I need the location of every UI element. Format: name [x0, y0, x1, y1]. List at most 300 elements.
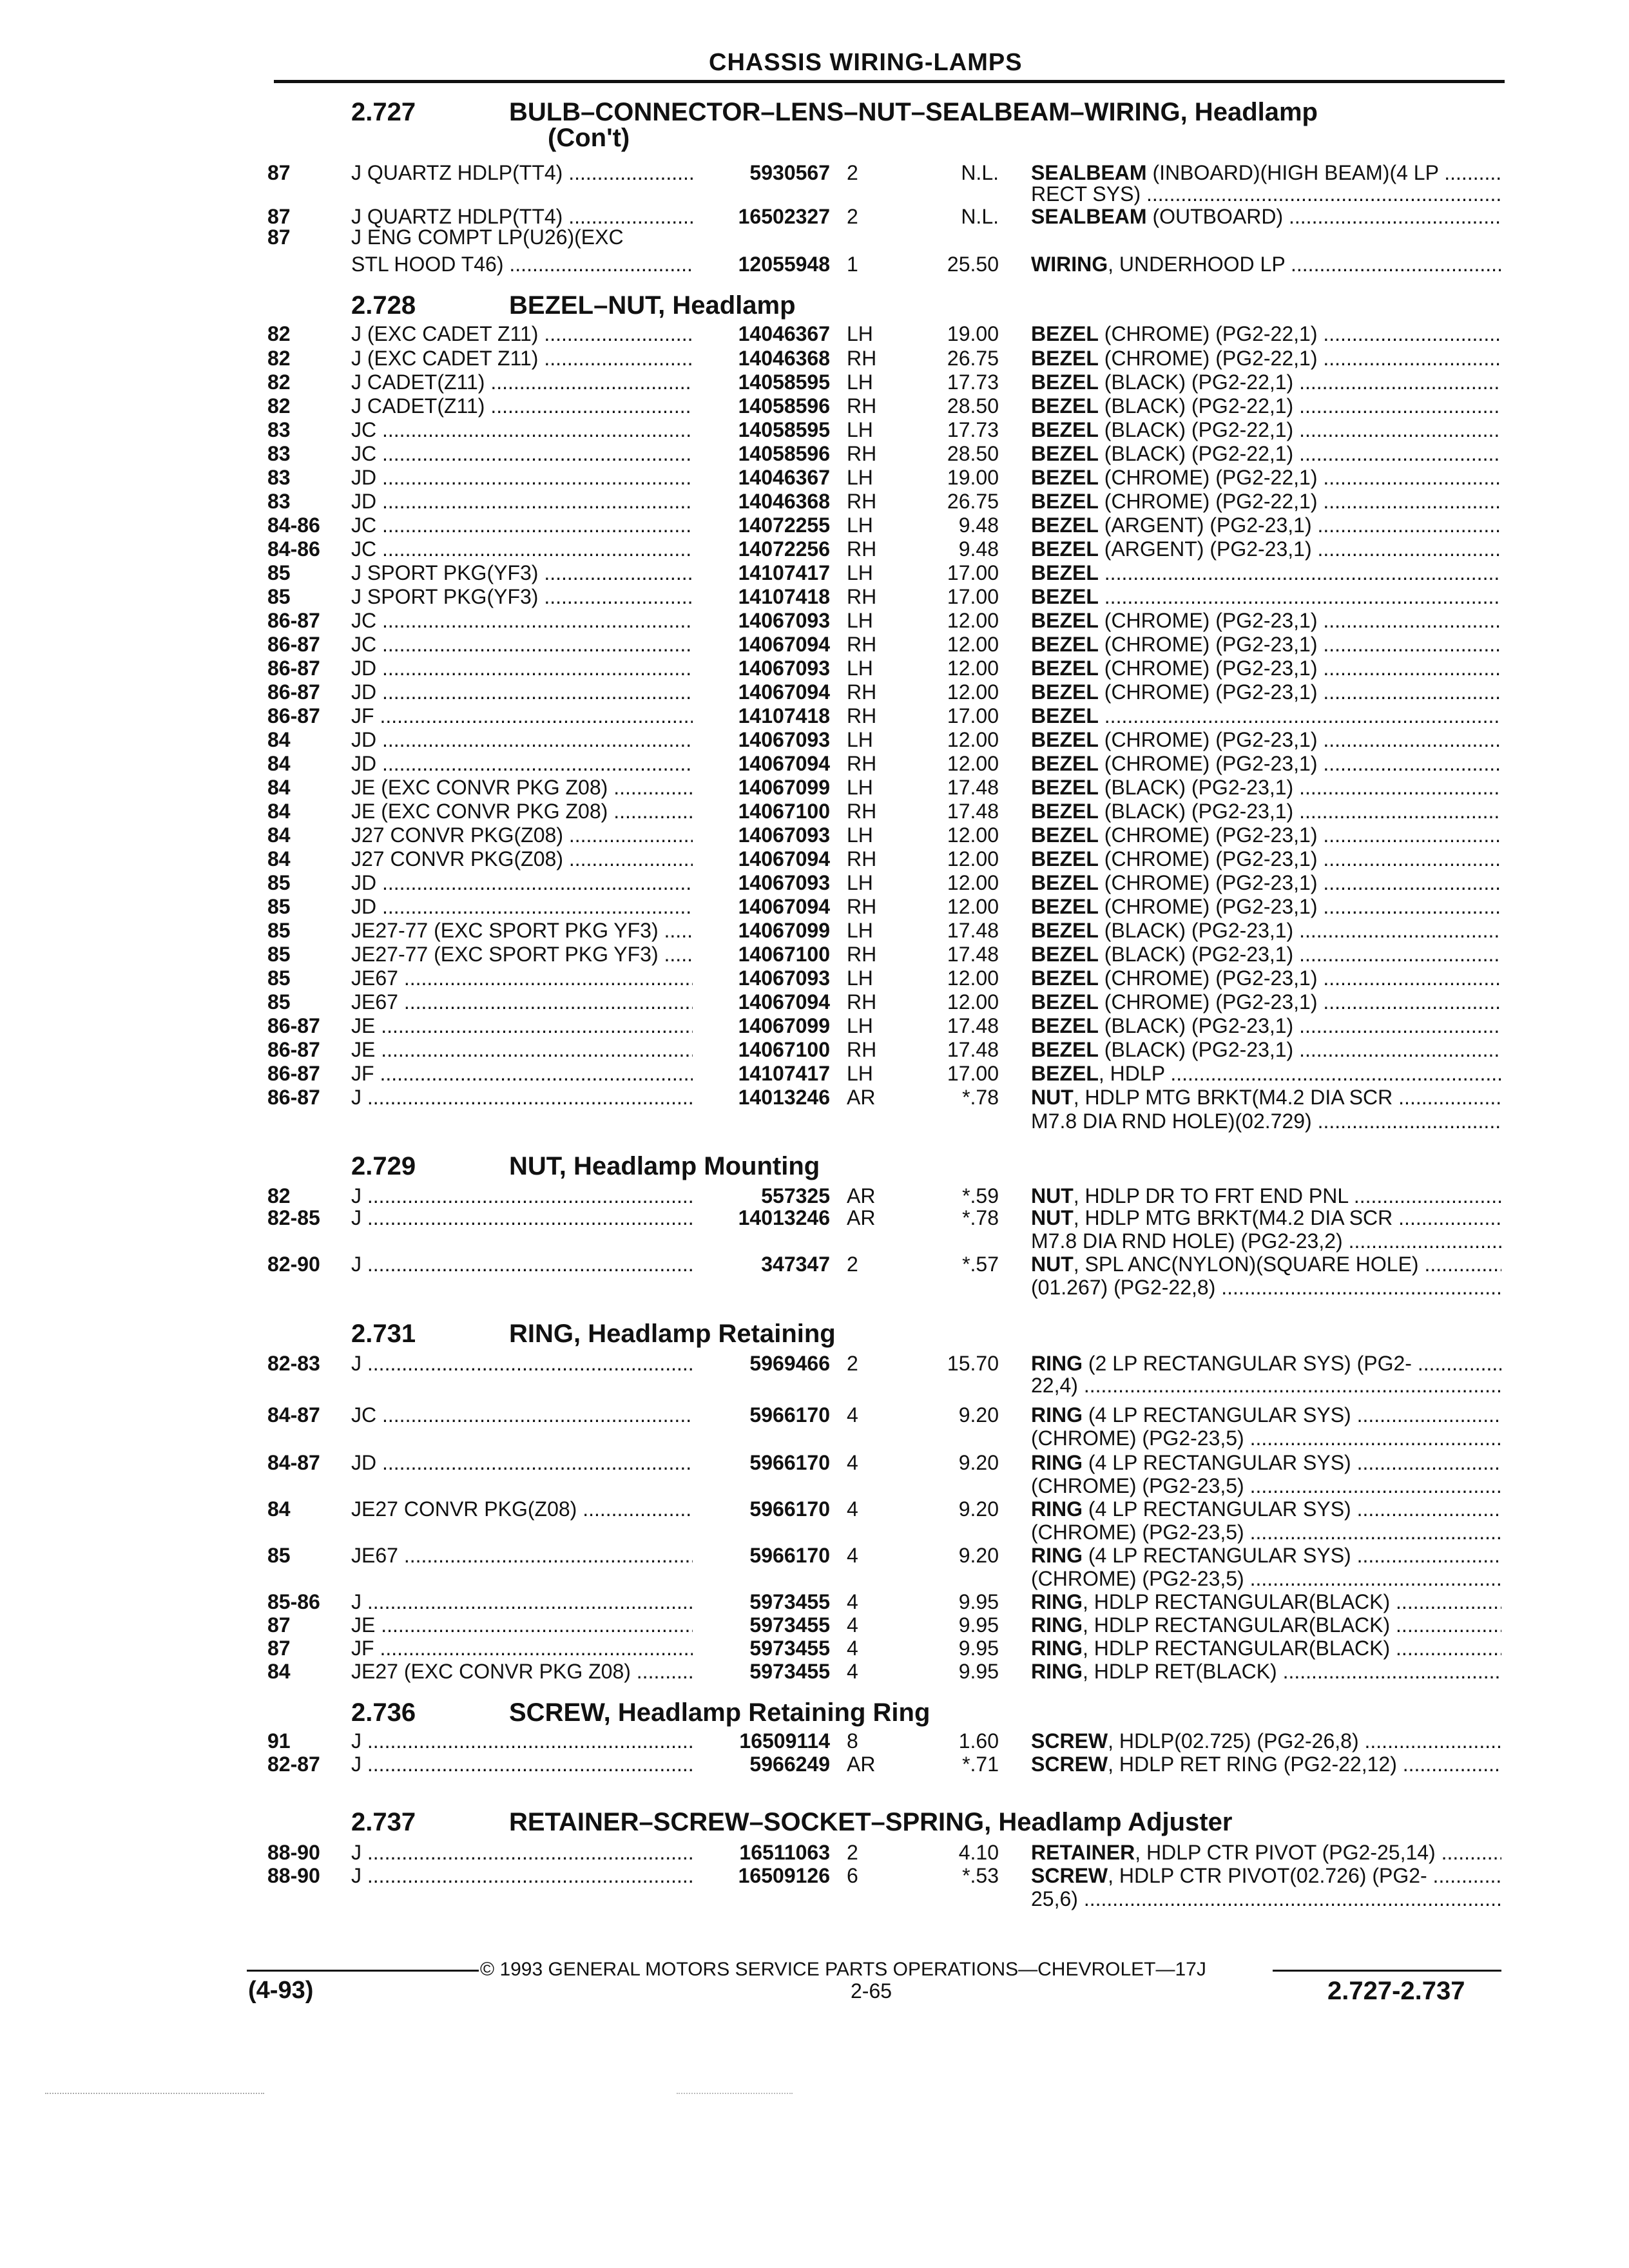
part-name-detail: (CHROME) (PG2-23,1)	[1098, 633, 1318, 656]
part-name	[1031, 1229, 1501, 1253]
list-price: 9.95	[958, 1590, 999, 1613]
part-number: 14058595	[738, 370, 830, 394]
quantity: AR	[847, 1206, 876, 1229]
part-number: 5973455	[749, 1613, 830, 1637]
part-number: 14067094	[738, 990, 830, 1014]
part-number: 14067100	[738, 1038, 830, 1061]
part-name-detail: (BLACK) (PG2-23,1)	[1098, 1038, 1294, 1061]
model-year: 85	[267, 871, 291, 894]
quantity: 4	[847, 1497, 858, 1521]
model-year: 84	[267, 1497, 291, 1521]
part-name-detail: (CHROME) (PG2-23,1)	[1098, 657, 1318, 680]
part-number: 5966170	[749, 1403, 830, 1427]
table-row	[0, 1613, 1629, 1637]
part-name	[1031, 1841, 1501, 1864]
scan-artifact	[677, 2093, 793, 2094]
list-price: 19.00	[947, 466, 999, 489]
part-name-keyword: NUT	[1031, 1206, 1074, 1229]
part-name-keyword: RING	[1031, 1544, 1083, 1567]
part-name	[1031, 1567, 1501, 1590]
part-name	[1031, 514, 1501, 537]
table-row	[0, 490, 1629, 513]
table-row	[0, 1544, 1629, 1567]
part-name	[1031, 1544, 1501, 1567]
part-number: 557325	[761, 1184, 830, 1207]
quantity: LH	[847, 466, 873, 489]
part-number: 14067094	[738, 633, 830, 656]
application-description: JE27 (EXC CONVR PKG Z08) .....	[351, 1660, 693, 1683]
application-description: JE .....	[351, 1038, 693, 1061]
quantity: 8	[847, 1729, 858, 1753]
quantity: 4	[847, 1613, 858, 1637]
application-description: J ENG COMPT LP(U26)(EXC	[351, 226, 624, 249]
part-name-keyword: RING	[1031, 1352, 1083, 1375]
quantity: RH	[847, 943, 877, 966]
quantity: RH	[847, 990, 877, 1014]
quantity: 4	[847, 1637, 858, 1660]
application-description: JD .....	[351, 466, 693, 489]
part-name	[1031, 704, 1501, 727]
application-description: JC .....	[351, 1403, 693, 1427]
quantity: LH	[847, 370, 873, 394]
part-name-keyword: BEZEL	[1031, 704, 1099, 727]
list-price: 26.75	[947, 347, 999, 370]
model-year: 84	[267, 1660, 291, 1683]
model-year: 87	[267, 161, 291, 184]
quantity: RH	[847, 490, 877, 513]
list-price: N.L.	[961, 205, 999, 228]
part-name-keyword: RING	[1031, 1403, 1083, 1427]
part-name	[1031, 1729, 1501, 1753]
list-price: 17.48	[947, 1014, 999, 1037]
part-name-keyword: SEALBEAM	[1031, 161, 1147, 184]
quantity: RH	[847, 633, 877, 656]
list-price: 12.00	[947, 895, 999, 918]
list-price: *.78	[962, 1086, 999, 1109]
part-name-keyword: WIRING	[1031, 253, 1108, 276]
group-number: 2.727	[351, 98, 416, 126]
application-description: J .....	[351, 1184, 693, 1207]
part-name-detail: (BLACK) (PG2-23,1)	[1098, 800, 1294, 823]
part-name	[1031, 1276, 1501, 1299]
application-description: JC .....	[351, 633, 693, 656]
part-name-detail: (CHROME) (PG2-23,5)	[1031, 1474, 1244, 1497]
list-price: 25.50	[947, 253, 999, 276]
application-description: J .....	[351, 1864, 693, 1887]
quantity: LH	[847, 657, 873, 680]
part-name-keyword: RING	[1031, 1497, 1083, 1521]
part-name	[1031, 1110, 1501, 1133]
application-description: JD .....	[351, 728, 693, 751]
part-number: 5969466	[749, 1352, 830, 1375]
part-name-keyword: BEZEL	[1031, 537, 1099, 561]
list-price: 12.00	[947, 847, 999, 870]
quantity: LH	[847, 871, 873, 894]
part-number: 14067094	[738, 895, 830, 918]
part-name	[1031, 847, 1501, 870]
model-year: 86-87	[267, 609, 320, 632]
part-name	[1031, 253, 1501, 276]
table-row	[0, 1253, 1629, 1276]
quantity: 2	[847, 1253, 858, 1276]
part-name-detail: (4 LP RECTANGULAR SYS)	[1083, 1544, 1351, 1567]
part-name-keyword: BEZEL	[1031, 919, 1099, 942]
part-name-detail: (CHROME) (PG2-22,1)	[1098, 466, 1318, 489]
model-year: 84-87	[267, 1451, 320, 1474]
part-number: 14072255	[738, 514, 830, 537]
table-row	[0, 966, 1629, 990]
group-number: 2.736	[351, 1698, 416, 1727]
group-heading	[0, 1698, 1629, 1731]
list-price: 12.00	[947, 680, 999, 704]
part-name	[1031, 1887, 1501, 1910]
table-row	[0, 657, 1629, 680]
part-name	[1031, 943, 1501, 966]
part-name-detail: , HDLP	[1098, 1062, 1165, 1085]
part-name	[1031, 752, 1501, 775]
table-row	[0, 370, 1629, 394]
list-price: *.53	[962, 1864, 999, 1887]
part-number: 14067093	[738, 609, 830, 632]
part-number: 14067099	[738, 1014, 830, 1037]
part-name-keyword: BEZEL	[1031, 847, 1099, 870]
part-name	[1031, 895, 1501, 918]
quantity: LH	[847, 1014, 873, 1037]
group-heading	[0, 98, 1629, 152]
application-description: JD .....	[351, 871, 693, 894]
application-description: J27 CONVR PKG(Z08) .....	[351, 847, 693, 870]
part-number: 14058596	[738, 394, 830, 418]
part-name-keyword: RING	[1031, 1660, 1083, 1683]
part-name	[1031, 1014, 1501, 1037]
part-name-detail: , HDLP CTR PIVOT(02.726) (PG2-	[1108, 1864, 1427, 1887]
quantity: LH	[847, 919, 873, 942]
part-name-detail: (BLACK) (PG2-22,1)	[1098, 418, 1294, 441]
part-name	[1031, 823, 1501, 847]
part-name-detail: 25,6)	[1031, 1887, 1078, 1910]
application-description: JC .....	[351, 418, 693, 441]
part-number: 5966170	[749, 1451, 830, 1474]
application-description: J .....	[351, 1086, 693, 1109]
part-name	[1031, 561, 1501, 584]
table-row	[0, 161, 1629, 184]
part-name	[1031, 418, 1501, 441]
part-name-detail: (CHROME) (PG2-23,1)	[1098, 680, 1318, 704]
part-name	[1031, 1253, 1501, 1276]
footer-rule-right	[1273, 1970, 1501, 1972]
part-name-detail: , HDLP RECTANGULAR(BLACK)	[1083, 1613, 1391, 1637]
application-description: JD .....	[351, 895, 693, 918]
table-row	[0, 1229, 1629, 1253]
part-name-detail: (CHROME) (PG2-23,1)	[1098, 823, 1318, 847]
part-number: 5966249	[749, 1753, 830, 1776]
model-year: 88-90	[267, 1841, 320, 1864]
list-price: 9.95	[958, 1660, 999, 1683]
group-title: BULB–CONNECTOR–LENS–NUT–SEALBEAM–WIRING, Headlamp	[509, 98, 1318, 126]
part-name-keyword: BEZEL	[1031, 657, 1099, 680]
part-number: 14058596	[738, 442, 830, 465]
list-price: 12.00	[947, 966, 999, 990]
part-number: 14067100	[738, 943, 830, 966]
part-number: 5973455	[749, 1637, 830, 1660]
list-price: 17.00	[947, 1062, 999, 1085]
model-year: 86-87	[267, 704, 320, 727]
quantity: RH	[847, 347, 877, 370]
application-description: J QUARTZ HDLP(TT4) .....	[351, 161, 693, 184]
part-name	[1031, 1497, 1501, 1521]
table-row	[0, 943, 1629, 966]
table-row	[0, 1403, 1629, 1427]
list-price: 19.00	[947, 322, 999, 345]
table-row	[0, 919, 1629, 942]
application-description: J SPORT PKG(YF3) .....	[351, 561, 693, 584]
part-number: 5930567	[749, 161, 830, 184]
part-name-detail: (BLACK) (PG2-23,1)	[1098, 1014, 1294, 1037]
table-row	[0, 1352, 1629, 1375]
part-name	[1031, 919, 1501, 942]
part-name-detail: (CHROME) (PG2-23,5)	[1031, 1521, 1244, 1544]
list-price: 17.00	[947, 704, 999, 727]
application-description: JC .....	[351, 442, 693, 465]
table-row	[0, 1521, 1629, 1544]
list-price: 15.70	[947, 1352, 999, 1375]
quantity: RH	[847, 752, 877, 775]
group-title: NUT, Headlamp Mounting	[509, 1152, 820, 1180]
part-number: 14067094	[738, 680, 830, 704]
table-row	[0, 800, 1629, 823]
part-name	[1031, 394, 1501, 418]
group-heading	[0, 291, 1629, 323]
part-name-keyword: BEZEL	[1031, 394, 1099, 418]
table-row	[0, 1590, 1629, 1613]
part-number: 16511063	[739, 1841, 830, 1864]
table-row	[0, 537, 1629, 561]
part-name-detail: (2 LP RECTANGULAR SYS) (PG2-	[1083, 1352, 1412, 1375]
part-name	[1031, 1374, 1501, 1397]
part-number: 14067093	[738, 728, 830, 751]
table-row	[0, 226, 1629, 249]
quantity: LH	[847, 561, 873, 584]
part-name	[1031, 1474, 1501, 1497]
part-name	[1031, 1427, 1501, 1450]
quantity: 2	[847, 1352, 858, 1375]
list-price: 12.00	[947, 871, 999, 894]
quantity: LH	[847, 609, 873, 632]
part-name	[1031, 347, 1501, 370]
part-number: 14067094	[738, 847, 830, 870]
part-name-detail: , HDLP RECTANGULAR(BLACK)	[1083, 1590, 1391, 1613]
part-name-detail: (CHROME) (PG2-23,1)	[1098, 966, 1318, 990]
quantity: 4	[847, 1451, 858, 1474]
list-price: 12.00	[947, 728, 999, 751]
part-name	[1031, 1613, 1501, 1637]
application-description: JF .....	[351, 1062, 693, 1085]
quantity: AR	[847, 1753, 876, 1776]
application-description: JE (EXC CONVR PKG Z08) .....	[351, 776, 693, 799]
part-name-detail: 22,4)	[1031, 1374, 1078, 1397]
quantity: AR	[847, 1086, 876, 1109]
quantity: RH	[847, 537, 877, 561]
list-price: 17.48	[947, 943, 999, 966]
part-name-keyword: RING	[1031, 1637, 1083, 1660]
table-row	[0, 1887, 1629, 1910]
quantity: LH	[847, 418, 873, 441]
model-year: 85	[267, 943, 291, 966]
part-name-keyword: BEZEL	[1031, 1062, 1099, 1085]
table-row	[0, 1086, 1629, 1109]
part-name-keyword: BEZEL	[1031, 990, 1099, 1014]
table-row	[0, 704, 1629, 727]
quantity: LH	[847, 823, 873, 847]
part-name-keyword: BEZEL	[1031, 514, 1099, 537]
part-name	[1031, 466, 1501, 489]
part-number: 5973455	[749, 1590, 830, 1613]
model-year: 84	[267, 776, 291, 799]
part-number: 14046368	[738, 347, 830, 370]
part-name	[1031, 966, 1501, 990]
application-description: J27 CONVR PKG(Z08) .....	[351, 823, 693, 847]
table-row	[0, 1014, 1629, 1037]
part-name-detail: (CHROME) (PG2-23,1)	[1098, 895, 1318, 918]
part-name	[1031, 609, 1501, 632]
model-year: 82	[267, 370, 291, 394]
page-title: CHASSIS WIRING-LAMPS	[709, 49, 1023, 76]
table-row	[0, 205, 1629, 228]
part-number: 14067099	[738, 776, 830, 799]
part-name	[1031, 1753, 1501, 1776]
model-year: 82-83	[267, 1352, 320, 1375]
model-year: 84-87	[267, 1403, 320, 1427]
table-row	[0, 895, 1629, 918]
part-number: 16509114	[739, 1729, 830, 1753]
part-name	[1031, 1184, 1501, 1207]
group-number: 2.729	[351, 1152, 416, 1180]
part-name-keyword: BEZEL	[1031, 561, 1099, 584]
model-year: 83	[267, 490, 291, 513]
table-row	[0, 182, 1629, 206]
part-number: 14107417	[738, 561, 830, 584]
part-name-keyword: SEALBEAM	[1031, 205, 1147, 228]
table-row	[0, 1184, 1629, 1207]
list-price: *.71	[962, 1753, 999, 1776]
part-name-keyword: BEZEL	[1031, 1014, 1099, 1037]
part-name	[1031, 1864, 1501, 1887]
part-number: 14058595	[738, 418, 830, 441]
part-name-keyword: BEZEL	[1031, 895, 1099, 918]
part-number: 5966170	[749, 1497, 830, 1521]
quantity: 4	[847, 1590, 858, 1613]
model-year: 86-87	[267, 1086, 320, 1109]
application-description: J .....	[351, 1253, 693, 1276]
table-row	[0, 394, 1629, 418]
list-price: 1.60	[958, 1729, 999, 1753]
part-name	[1031, 182, 1501, 206]
part-number: 14013246	[738, 1086, 830, 1109]
part-name	[1031, 161, 1501, 184]
table-row	[0, 776, 1629, 799]
model-year: 82	[267, 322, 291, 345]
part-name	[1031, 633, 1501, 656]
group-title: RING, Headlamp Retaining	[509, 1320, 836, 1348]
part-name-keyword: BEZEL	[1031, 752, 1099, 775]
list-price: 17.73	[947, 418, 999, 441]
group-number: 2.728	[351, 291, 416, 320]
table-row	[0, 1110, 1629, 1133]
part-name-detail: M7.8 DIA RND HOLE) (PG2-23,2)	[1031, 1229, 1343, 1253]
model-year: 85	[267, 919, 291, 942]
part-name-keyword: SCREW	[1031, 1729, 1108, 1753]
part-number: 12055948	[738, 253, 830, 276]
part-name	[1031, 1637, 1501, 1660]
part-name-keyword: BEZEL	[1031, 1038, 1099, 1061]
table-row	[0, 1451, 1629, 1474]
part-name	[1031, 728, 1501, 751]
part-number: 14067093	[738, 966, 830, 990]
list-price: N.L.	[961, 161, 999, 184]
list-price: 12.00	[947, 752, 999, 775]
part-name-detail: (CHROME) (PG2-23,1)	[1098, 871, 1318, 894]
part-name	[1031, 1403, 1501, 1427]
part-number: 5973455	[749, 1660, 830, 1683]
part-name-keyword: BEZEL	[1031, 776, 1099, 799]
model-year: 82-85	[267, 1206, 320, 1229]
table-row	[0, 847, 1629, 870]
part-name-detail: (CHROME) (PG2-23,1)	[1098, 990, 1318, 1014]
part-name-detail: , HDLP MTG BRKT(M4.2 DIA SCR	[1073, 1206, 1393, 1229]
model-year: 86-87	[267, 1038, 320, 1061]
part-name	[1031, 370, 1501, 394]
part-name-detail: , HDLP DR TO FRT END PNL	[1073, 1184, 1348, 1207]
group-subtitle: (Con't)	[548, 124, 630, 152]
table-row	[0, 322, 1629, 345]
list-price: 28.50	[947, 394, 999, 418]
part-name-detail: (4 LP RECTANGULAR SYS)	[1083, 1451, 1351, 1474]
model-year: 82-87	[267, 1753, 320, 1776]
application-description: JE27-77 (EXC SPORT PKG YF3) .....	[351, 943, 693, 966]
part-name	[1031, 871, 1501, 894]
table-row	[0, 442, 1629, 465]
table-row	[0, 347, 1629, 370]
table-row	[0, 1427, 1629, 1450]
part-name-detail: (BLACK) (PG2-23,1)	[1098, 943, 1294, 966]
part-name-detail: , HDLP RECTANGULAR(BLACK)	[1083, 1637, 1391, 1660]
list-price: 17.48	[947, 800, 999, 823]
part-name-detail: (CHROME) (PG2-23,5)	[1031, 1567, 1244, 1590]
model-year: 87	[267, 226, 291, 249]
part-number: 14067100	[738, 800, 830, 823]
part-name-keyword: NUT	[1031, 1184, 1074, 1207]
table-row	[0, 1637, 1629, 1660]
part-name	[1031, 1086, 1501, 1109]
part-name-keyword: BEZEL	[1031, 943, 1099, 966]
table-row	[0, 514, 1629, 537]
list-price: 12.00	[947, 657, 999, 680]
model-year: 84	[267, 728, 291, 751]
part-name-detail: (BLACK) (PG2-22,1)	[1098, 442, 1294, 465]
application-description: J .....	[351, 1206, 693, 1229]
model-year: 83	[267, 442, 291, 465]
part-name-detail: (BLACK) (PG2-22,1)	[1098, 370, 1294, 394]
group-title: BEZEL–NUT, Headlamp	[509, 291, 796, 320]
group-title: RETAINER–SCREW–SOCKET–SPRING, Headlamp Adjuster	[509, 1808, 1233, 1836]
group-heading	[0, 1152, 1629, 1184]
part-name-detail: , SPL ANC(NYLON)(SQUARE HOLE)	[1073, 1253, 1419, 1276]
application-description: J .....	[351, 1590, 693, 1613]
list-price: 12.00	[947, 609, 999, 632]
model-year: 86-87	[267, 680, 320, 704]
model-year: 85	[267, 895, 291, 918]
quantity: 6	[847, 1864, 858, 1887]
